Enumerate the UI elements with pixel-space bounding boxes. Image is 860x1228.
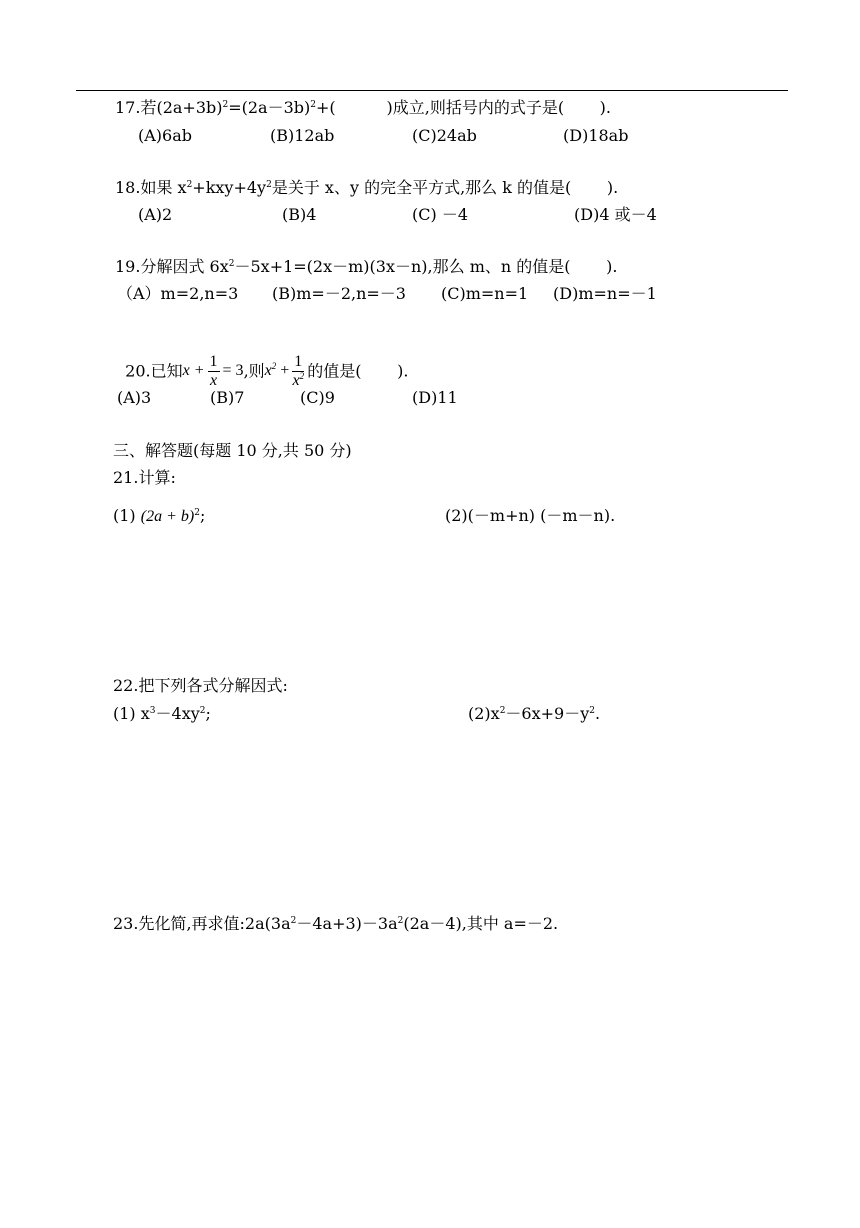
q18-option-c: (C) －4 [412,205,468,224]
question-20: 20.已知x + $\frac{1}{x}$ = 3,则$x^2$ + $\frac{1}{x^2}$ 的值是( ). [125,353,409,389]
header-rule [76,90,788,91]
question-17: 17.若$(2a+3b)^2=(2a-3b)^2+$( )成立,则括号内的式子是( ). [115,98,612,117]
question-22-title: 22.把下列各式分解因式: [113,676,288,695]
q19-option-a: （A）m=2,n=3 [117,284,239,303]
q21-part-2: (2)(－m+n) (－m－n). [445,506,616,525]
question-18: 18.如果 $x^2+kxy+4y^2$是关于 x、y 的完全平方式,那么 k 的值是( ). [115,178,619,197]
question-19: 19.分解因式 $6x^2-5x+1=(2x-m)(3x-n)$,那么 m、n 的值是( ). [115,257,618,276]
question-21-title: 21.计算: [113,468,176,487]
q21-part-1: (1) $(2a + b)^2$; [113,506,206,525]
q17-option-c: (C)24ab [412,126,477,145]
q20-option-c: (C)9 [300,388,335,407]
q20-option-d: (D)11 [412,388,458,407]
q17-option-d: (D)18ab [563,126,629,145]
q18-option-d: (D)4 或－4 [574,205,657,224]
fraction-1-over-x: $\frac{1}{x}$ [209,353,218,389]
q18-option-a: (A)2 [138,205,173,224]
q22-part-2: $(2)x^2-6x+9-y^2$. [468,704,601,723]
q20-option-a: (A)3 [117,388,152,407]
q22-part-1: (1) $x^3-4xy^2$; [113,704,211,723]
question-23: 23.先化简,再求值$:2a(3a^2-4a+3)-3a^2(2a-4)$,其中 a=－2. [113,914,559,933]
fraction-1-over-x-squared: $\frac{1}{x^2}$ [292,353,305,389]
q19-option-b: (B)m=－2,n=－3 [272,284,406,303]
q17-option-b: (B)12ab [270,126,335,145]
q20-option-b: (B)7 [210,388,245,407]
q17-option-a: (A)6ab [138,126,192,145]
q19-option-c: (C)m=n=1 [441,284,529,303]
section-3-title: 三、解答题(每题 10 分,共 50 分) [113,441,352,460]
q19-option-d: (D)m=n=－1 [553,284,657,303]
q18-option-b: (B)4 [282,205,317,224]
